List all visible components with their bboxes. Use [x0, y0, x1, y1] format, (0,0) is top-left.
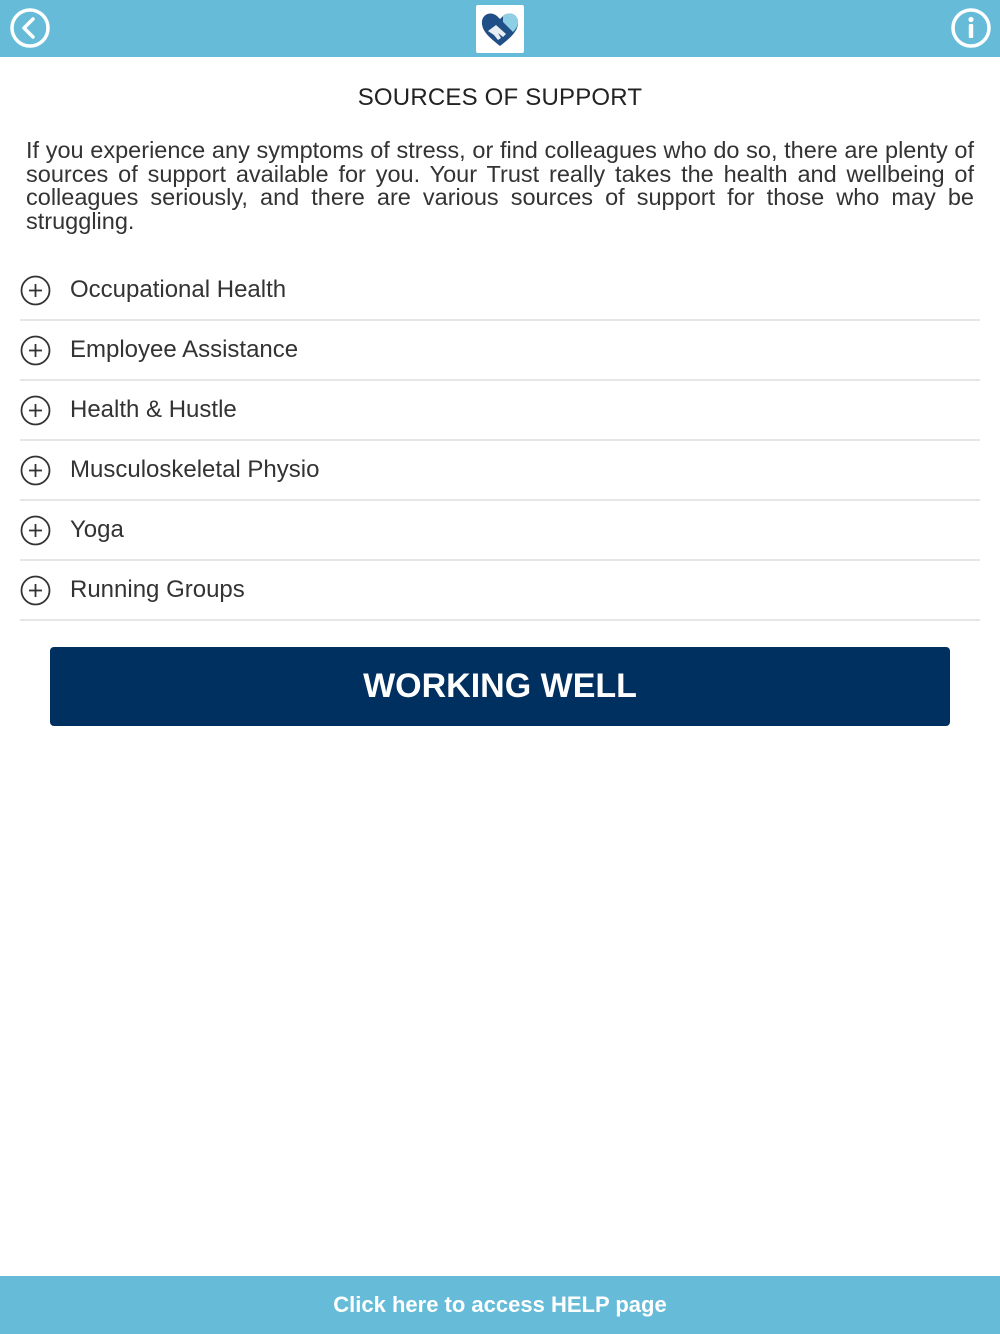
list-item-health-hustle[interactable]: [20, 381, 980, 441]
list-item-label: Health & Hustle: [70, 396, 237, 423]
plus-circle-icon: [20, 515, 51, 546]
plus-circle-icon: [20, 395, 51, 426]
plus-circle-icon: [20, 455, 51, 486]
page-title: SOURCES OF SUPPORT: [357, 84, 643, 111]
list-item-label: Employee Assistance: [70, 336, 299, 363]
intro-paragraph: If you experience any symptoms of stress, or find colleagues who do so, there are plenty of sources of support available for you. Your Trust really takes the health and wellbeing of colleagues seriously, and there are various sources of support for those who may be struggling.: [26, 137, 974, 234]
list-item-running-groups[interactable]: [20, 561, 980, 621]
list-item-label: Yoga: [70, 516, 124, 543]
heart-handshake-logo: [476, 5, 524, 53]
list-item-musculoskeletal-physio[interactable]: [20, 441, 980, 501]
list-item-occupational-health[interactable]: [20, 261, 980, 321]
top-app-bar: [0, 0, 1000, 57]
plus-circle-icon: [20, 575, 51, 606]
list-item-label: Musculoskeletal Physio: [70, 456, 320, 483]
list-item-yoga[interactable]: [20, 501, 980, 561]
help-page-link[interactable]: Click here to access HELP page: [0, 1276, 1000, 1334]
support-list: [20, 261, 980, 621]
chevron-left-circle-icon: [9, 7, 51, 49]
main-content: [0, 57, 1000, 1276]
back-button[interactable]: [9, 7, 51, 49]
info-circle-icon: [950, 7, 992, 49]
plus-circle-icon: [20, 275, 51, 306]
plus-circle-icon: [20, 335, 51, 366]
list-item-label: Occupational Health: [70, 276, 287, 303]
list-item-employee-assistance[interactable]: [20, 321, 980, 381]
app-logo: [476, 5, 524, 53]
list-item-label: Running Groups: [70, 576, 245, 603]
info-button[interactable]: [950, 7, 992, 49]
working-well-button[interactable]: WORKING WELL: [50, 647, 950, 726]
